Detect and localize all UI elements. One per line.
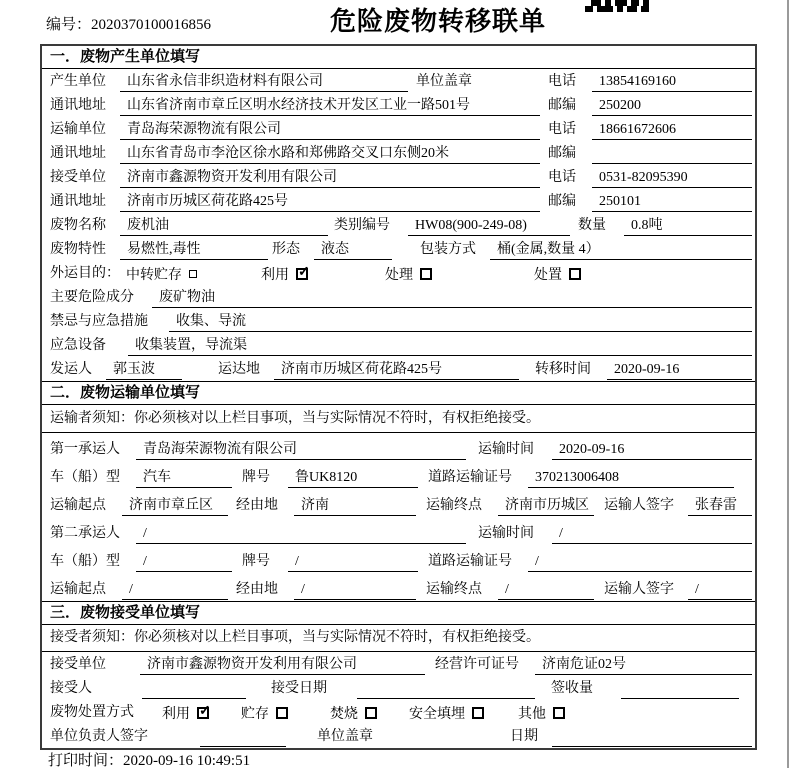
form-row (42, 165, 755, 189)
address-label: 通讯地址 (50, 98, 106, 113)
packing-label: 包装方式 (420, 242, 476, 257)
purpose-option-dispose (534, 264, 581, 284)
form-row (42, 213, 755, 237)
chief-sign-value (200, 727, 286, 747)
checkbox-icon (276, 707, 288, 719)
receiver-value: 济南市鑫源物资开发利用有限公司 (120, 168, 540, 188)
shipper-label: 发运人 (50, 362, 92, 377)
disposal-option-label: 安全填埋 (409, 707, 465, 722)
vehicle-type-label: 车（船）型 (50, 554, 120, 569)
disposal-option-incinerate (330, 703, 377, 723)
accept-unit-value: 济南市鑫源物资开发利用有限公司 (140, 655, 425, 675)
purpose-option-label: 利用 (261, 268, 289, 283)
form-row (42, 309, 755, 333)
checkbox-icon (569, 268, 581, 280)
transporter-value: 青岛海荣源物流有限公司 (120, 120, 540, 140)
waste-name-value: 废机油 (120, 216, 328, 236)
accept-unit-label: 接受单位 (50, 657, 106, 672)
section-transporter (42, 381, 755, 601)
transporter-address-value: 山东省青岛市李沧区徐水路和郑佛路交叉口东侧20米 (120, 144, 540, 164)
disposal-option-utilize (162, 703, 209, 723)
via-label: 经由地 (236, 498, 278, 513)
receiver-zip-value: 250101 (592, 192, 752, 212)
waste-trait-value: 易燃性,毒性 (120, 240, 268, 260)
receiver-label: 接受单位 (50, 170, 106, 185)
plate2-value: / (288, 552, 418, 572)
producer-address-value: 山东省济南市章丘区明水经济技术开发区工业一路501号 (120, 96, 540, 116)
purpose-option-utilize (261, 264, 308, 284)
origin-label: 运输起点 (50, 498, 106, 513)
serial-value: 2020370100016856 (91, 17, 212, 33)
producer-value: 山东省永信非织造材料有限公司 (120, 72, 408, 92)
form-row (42, 237, 755, 261)
phone-label: 电话 (548, 122, 576, 137)
second-carrier-label: 第二承运人 (50, 526, 120, 541)
checkbox-icon (420, 268, 432, 280)
acceptor-value (142, 679, 246, 699)
checkbox-icon (189, 270, 197, 278)
disposal-option-label: 利用 (162, 707, 190, 722)
road-permit-label: 道路运输证号 (428, 554, 512, 569)
via-label: 经由地 (236, 582, 278, 597)
zip-label: 邮编 (548, 194, 576, 209)
physical-form-label: 形态 (272, 242, 300, 257)
serial-number-line (46, 13, 211, 34)
purpose-option-treat (385, 264, 432, 284)
form-row (42, 724, 755, 748)
form-row (42, 285, 755, 309)
road-permit-label: 道路运输证号 (428, 470, 512, 485)
form-row (42, 461, 755, 489)
disposal-option-label: 贮存 (241, 707, 269, 722)
receiver-notice: 接受者须知：你必须核对以上栏目事项，当与实际情况不符时，有权拒绝接受。 (42, 625, 755, 652)
quantity-label: 数量 (578, 218, 606, 233)
form-row (42, 517, 755, 545)
purpose-label: 外运目的： (50, 266, 120, 281)
destination-label: 运达地 (218, 362, 260, 377)
receiver-phone-value: 0531-82095390 (592, 168, 752, 188)
form-row (42, 189, 755, 213)
form-row (42, 333, 755, 357)
checkbox-icon (197, 707, 209, 719)
form-row (42, 676, 755, 700)
form-row (42, 700, 755, 724)
via2-value: / (294, 580, 416, 600)
disposal-option-label: 其他 (518, 707, 546, 722)
plate-label: 牌号 (242, 470, 270, 485)
form-row (42, 489, 755, 517)
transporter-label: 运输单位 (50, 122, 106, 137)
road-permit1-value: 370213006408 (528, 468, 734, 488)
disposal-option-landfill (409, 703, 484, 723)
print-time-line (48, 749, 250, 768)
waste-trait-label: 废物特性 (50, 242, 106, 257)
section-receiver (42, 601, 755, 748)
form-row (42, 117, 755, 141)
endpoint1-value: 济南市历城区 (498, 496, 594, 516)
form-row (42, 69, 755, 93)
purpose-option-label: 中转贮存 (126, 268, 182, 283)
signed-amount-value (621, 679, 739, 699)
form-row (42, 433, 755, 461)
transfer-time-label: 转移时间 (535, 362, 591, 377)
transporter-zip-value (592, 144, 752, 164)
taboo-measures-label: 禁忌与应急措施 (50, 314, 148, 329)
chief-sign-label: 单位负责人签字 (50, 729, 148, 744)
form-row (42, 652, 755, 676)
signed-amount-label: 签收量 (551, 681, 593, 696)
endpoint-label: 运输终点 (426, 582, 482, 597)
page-right-edge (787, 0, 789, 768)
section1-title: 一．废物产生单位填写 (42, 46, 755, 69)
transport-time1-value: 2020-09-16 (552, 440, 752, 460)
accept-date-label: 接受日期 (271, 681, 327, 696)
manifest-form (40, 44, 757, 750)
emergency-equipment-value: 收集装置，导流渠 (128, 336, 752, 356)
taboo-measures-value: 收集、导流 (169, 312, 752, 332)
disposal-option-other (518, 703, 565, 723)
accept-date-value (357, 679, 535, 699)
producer-zip-value: 250200 (592, 96, 752, 116)
origin-label: 运输起点 (50, 582, 106, 597)
packing-value: 桶(金属,数量 4） (490, 240, 752, 260)
carrier-sign-label: 运输人签字 (604, 582, 674, 597)
purpose-option-label: 处理 (385, 268, 413, 283)
address-label: 通讯地址 (50, 146, 106, 161)
zip-label: 邮编 (548, 98, 576, 113)
category-code-label: 类别编号 (334, 218, 390, 233)
phone-label: 电话 (548, 170, 576, 185)
first-carrier-value: 青岛海荣源物流有限公司 (136, 440, 466, 460)
producer-phone-value: 13854169160 (592, 72, 752, 92)
qr-code-fragment-icon (585, 0, 649, 12)
receiver-address-value: 济南市历城区荷花路425号 (120, 192, 540, 212)
disposal-option-store (241, 703, 288, 723)
road-permit2-value: / (528, 552, 752, 572)
origin1-value: 济南市章丘区 (122, 496, 228, 516)
purpose-option-transfer-storage (126, 264, 197, 284)
unit-seal-label: 单位盖章 (416, 74, 472, 89)
checkbox-icon (553, 707, 565, 719)
waste-name-label: 废物名称 (50, 218, 106, 233)
quantity-value: 0.8吨 (624, 216, 752, 236)
transport-time-label: 运输时间 (478, 526, 534, 541)
transporter-phone-value: 18661672606 (592, 120, 752, 140)
via1-value: 济南 (294, 496, 416, 516)
disposal-method-label: 废物处置方式 (50, 705, 134, 720)
plate-label: 牌号 (242, 554, 270, 569)
zip-label: 邮编 (548, 146, 576, 161)
permit-label: 经营许可证号 (435, 657, 519, 672)
seal-date-value (552, 727, 752, 747)
hazard-component-label: 主要危险成分 (50, 290, 134, 305)
serial-label: 编号： (46, 17, 92, 33)
second-carrier-value: / (136, 524, 466, 544)
form-row (42, 93, 755, 117)
first-carrier-label: 第一承运人 (50, 442, 120, 457)
endpoint2-value: / (498, 580, 594, 600)
vehicle-type-label: 车（船）型 (50, 470, 120, 485)
form-row (42, 261, 755, 285)
form-row (42, 545, 755, 573)
checkbox-icon (296, 268, 308, 280)
unit-seal-label: 单位盖章 (317, 729, 373, 744)
permit-value: 济南危证02号 (535, 655, 752, 675)
print-time-label: 打印时间： (48, 753, 124, 768)
form-row (42, 357, 755, 381)
carrier-sign2-value: / (688, 580, 752, 600)
shipper-value: 郭玉波 (106, 360, 182, 380)
hazard-component-value: 废矿物油 (152, 288, 752, 308)
emergency-equipment-label: 应急设备 (50, 338, 106, 353)
form-row (42, 141, 755, 165)
seal-date-label: 日期 (510, 729, 538, 744)
page-title: 危险废物转移联单 (330, 7, 547, 36)
category-code-value: HW08(900-249-08) (408, 216, 570, 236)
checkbox-icon (365, 707, 377, 719)
address-label: 通讯地址 (50, 194, 106, 209)
vehicle-type2-value: / (136, 552, 232, 572)
transfer-time-value: 2020-09-16 (607, 360, 752, 380)
print-time-value: 2020-09-16 10:49:51 (123, 753, 251, 768)
form-row (42, 573, 755, 601)
purpose-option-label: 处置 (534, 268, 562, 283)
section-producer (42, 46, 755, 381)
endpoint-label: 运输终点 (426, 498, 482, 513)
transport-time2-value: / (552, 524, 752, 544)
plate1-value: 鲁UK8120 (288, 468, 418, 488)
section3-title: 三．废物接受单位填写 (42, 601, 755, 625)
disposal-option-label: 焚烧 (330, 707, 358, 722)
checkbox-icon (472, 707, 484, 719)
producer-label: 产生单位 (50, 74, 106, 89)
transporter-notice: 运输者须知：你必须核对以上栏目事项，当与实际情况不符时，有权拒绝接受。 (42, 405, 755, 433)
origin2-value: / (122, 580, 228, 600)
vehicle-type1-value: 汽车 (136, 468, 232, 488)
transport-time-label: 运输时间 (478, 442, 534, 457)
section2-title: 二．废物运输单位填写 (42, 381, 755, 405)
phone-label: 电话 (548, 74, 576, 89)
destination-value: 济南市历城区荷花路425号 (274, 360, 519, 380)
carrier-sign-label: 运输人签字 (604, 498, 674, 513)
carrier-sign1-value: 张春雷 (688, 496, 752, 516)
acceptor-label: 接受人 (50, 681, 92, 696)
physical-form-value: 液态 (314, 240, 392, 260)
